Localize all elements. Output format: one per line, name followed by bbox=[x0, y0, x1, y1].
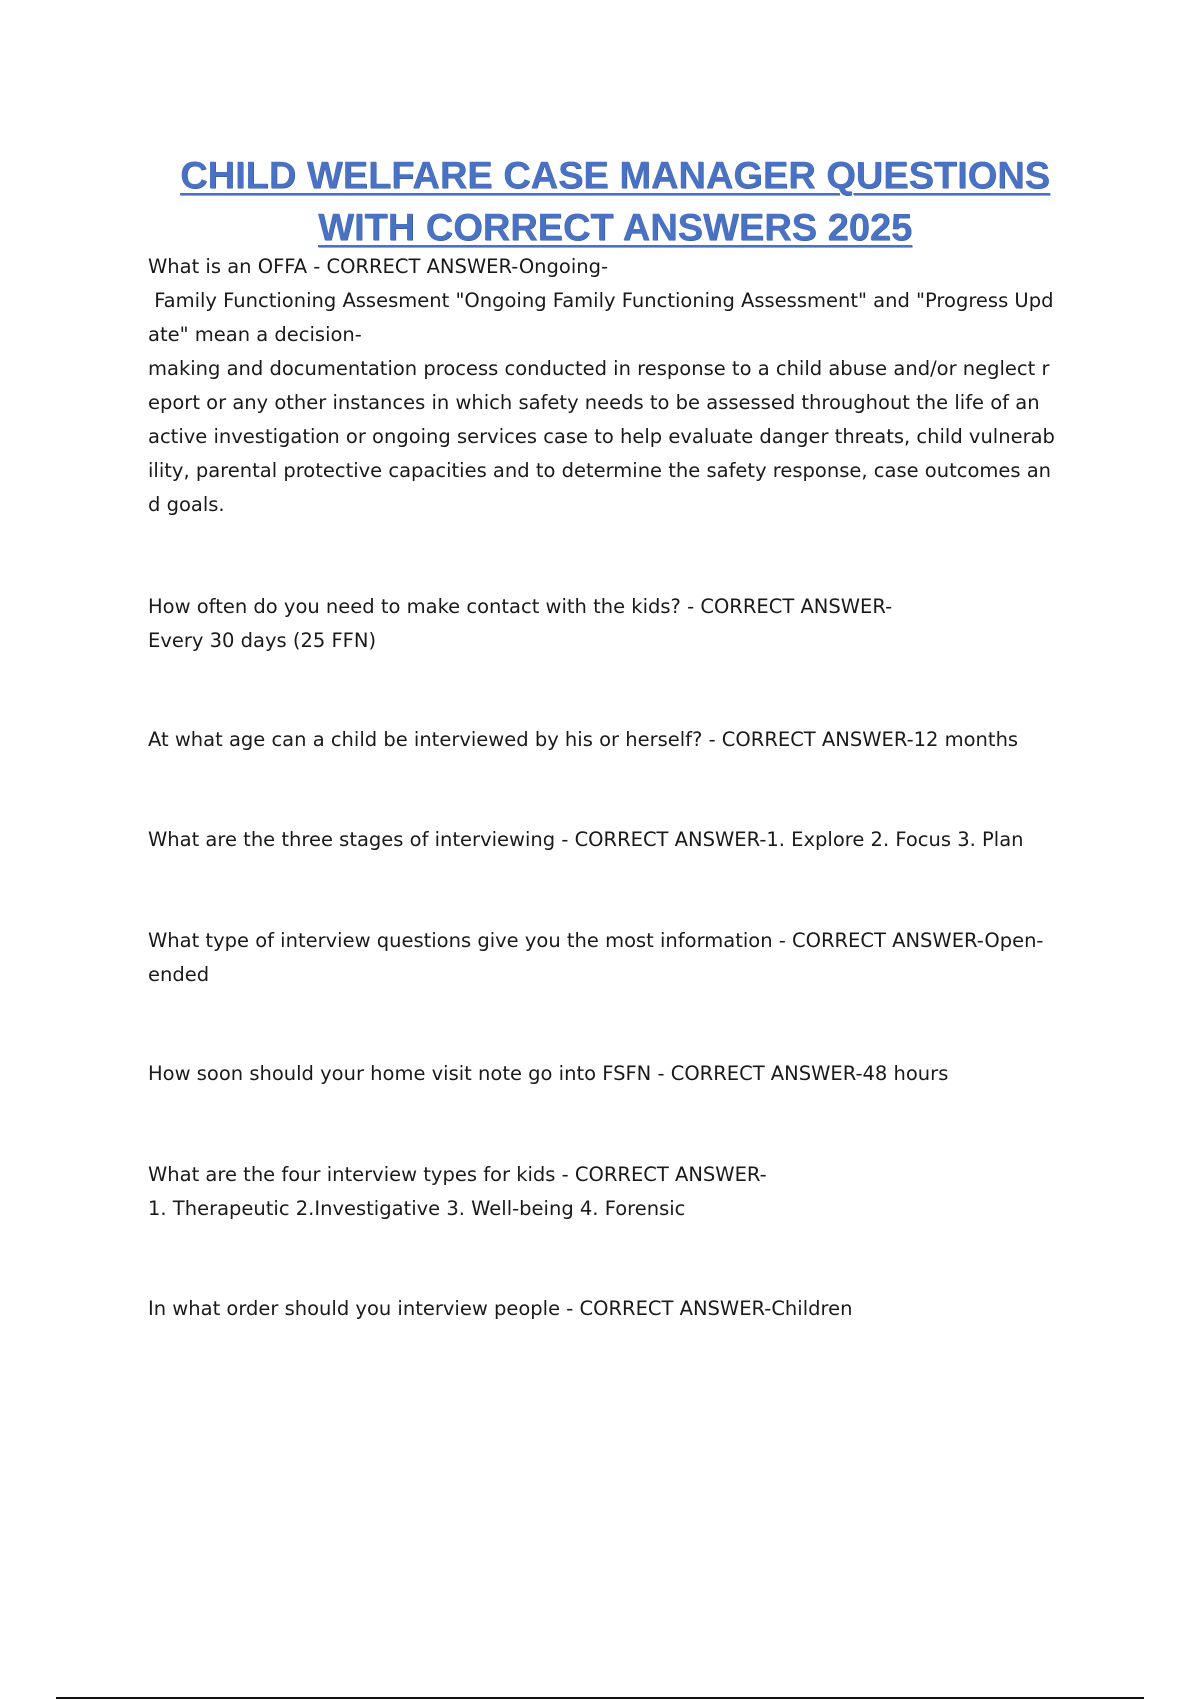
qa-line: What are the three stages of interviewing - CORRECT ANSWER-1. Explore 2. Focus 3. Plan bbox=[148, 828, 1024, 851]
title-line-2: WITH CORRECT ANSWERS 2025 bbox=[318, 207, 912, 249]
qa-line: What is an OFFA - CORRECT ANSWER-Ongoing- bbox=[148, 255, 609, 278]
qa-item-offa bbox=[148, 250, 1083, 522]
qa-item-interview-stages bbox=[148, 823, 1083, 857]
qa-line: Family Functioning Assesment "Ongoing Family Functioning Assessment" and "Progress Upd bbox=[148, 289, 1054, 312]
qa-line: eport or any other instances in which safety needs to be assessed throughout the life of an bbox=[148, 391, 1040, 414]
qa-line: ility, parental protective capacities and to determine the safety response, case outcomes an bbox=[148, 459, 1052, 482]
qa-line: d goals. bbox=[148, 493, 225, 516]
document-title bbox=[140, 150, 1090, 254]
qa-item-question-types bbox=[148, 924, 1083, 992]
qa-line: Every 30 days (25 FFN) bbox=[148, 629, 377, 652]
qa-item-interview-types bbox=[148, 1158, 1083, 1226]
qa-item-interview-age bbox=[148, 723, 1083, 757]
qa-line: In what order should you interview people - CORRECT ANSWER-Children bbox=[148, 1297, 853, 1320]
qa-item-visit-note bbox=[148, 1057, 1083, 1091]
qa-item-contact-frequency bbox=[148, 590, 1083, 658]
qa-line: How soon should your home visit note go into FSFN - CORRECT ANSWER-48 hours bbox=[148, 1062, 949, 1085]
qa-line: 1. Therapeutic 2.Investigative 3. Well-being 4. Forensic bbox=[148, 1197, 686, 1220]
qa-line: ended bbox=[148, 963, 210, 986]
qa-line: What are the four interview types for kids - CORRECT ANSWER- bbox=[148, 1163, 767, 1186]
qa-line: How often do you need to make contact with the kids? - CORRECT ANSWER- bbox=[148, 595, 893, 618]
qa-item-interview-order bbox=[148, 1292, 1083, 1326]
footer-divider bbox=[56, 1697, 1144, 1699]
qa-line: At what age can a child be interviewed by his or herself? - CORRECT ANSWER-12 months bbox=[148, 728, 1019, 751]
qa-line: What type of interview questions give you the most information - CORRECT ANSWER-Open- bbox=[148, 929, 1044, 952]
qa-line: ate" mean a decision- bbox=[148, 323, 362, 346]
qa-line: making and documentation process conducted in response to a child abuse and/or neglect r bbox=[148, 357, 1050, 380]
title-line-1: CHILD WELFARE CASE MANAGER QUESTIONS bbox=[180, 155, 1050, 197]
qa-line: active investigation or ongoing services case to help evaluate danger threats, child vulnerab bbox=[148, 425, 1055, 448]
